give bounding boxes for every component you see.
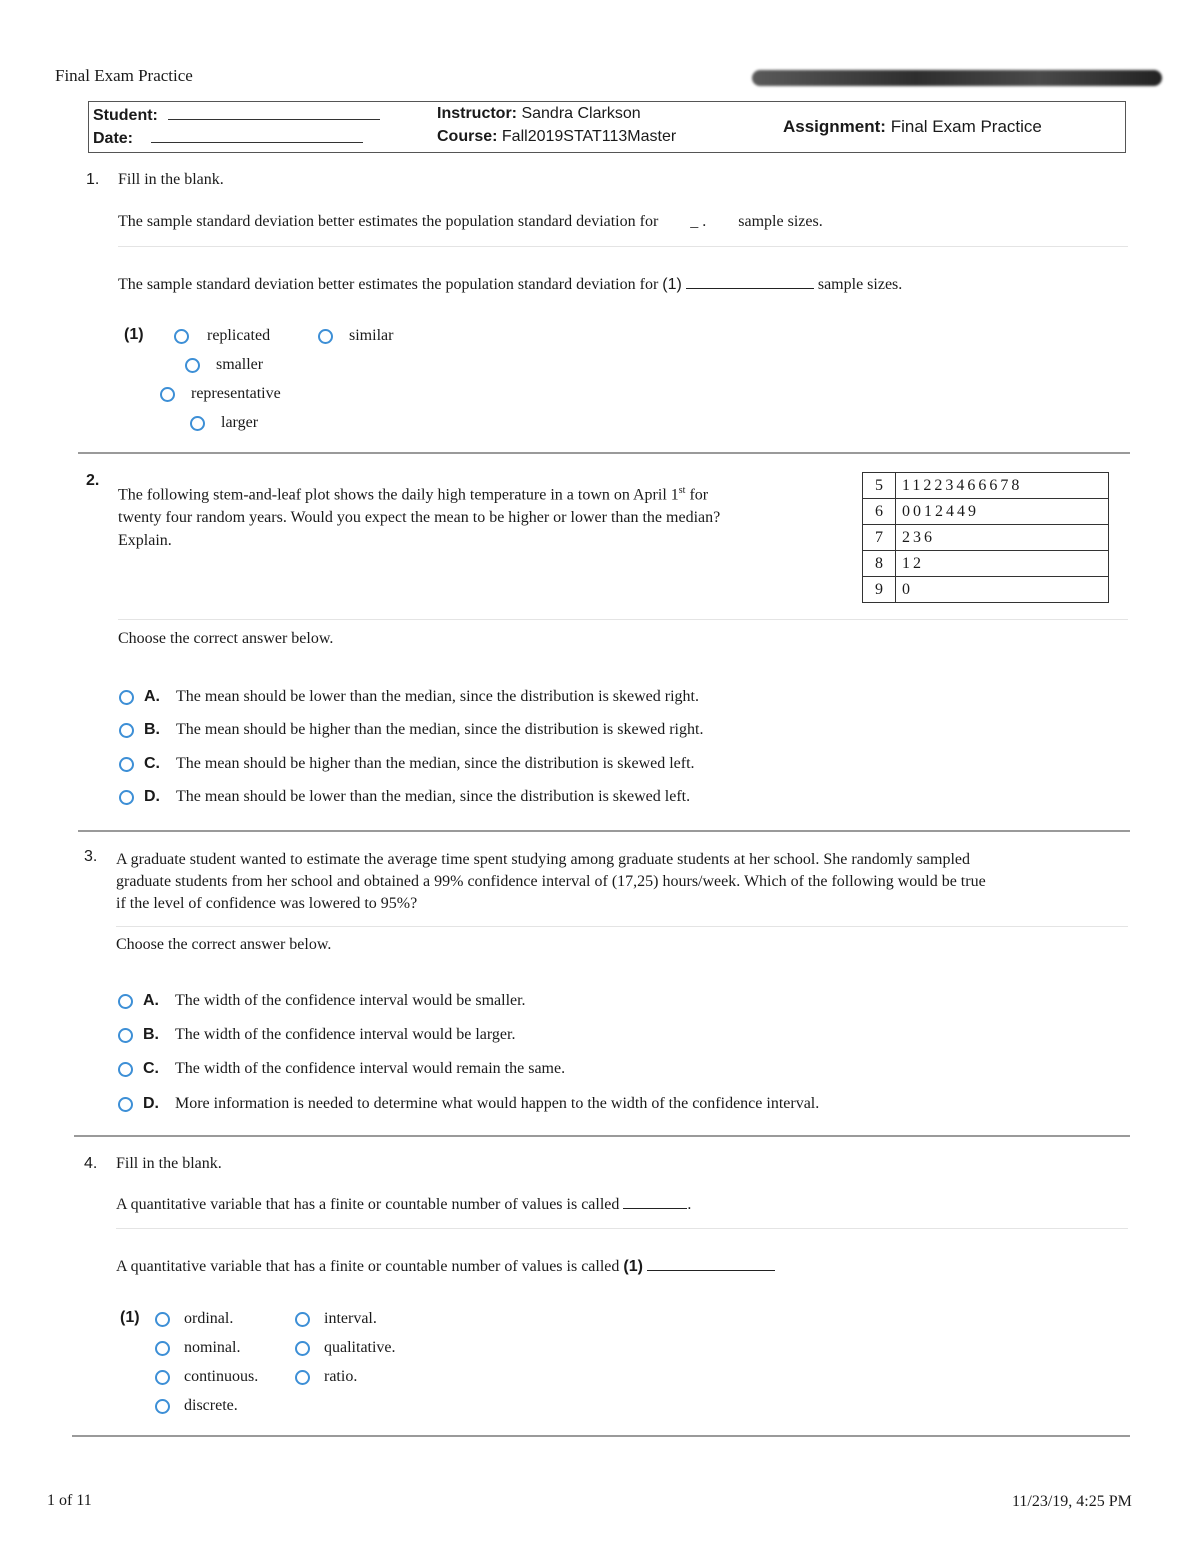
q4-instruction: Fill in the blank.	[116, 1155, 222, 1172]
q1-prompt-post: sample sizes.	[738, 213, 823, 230]
q1-blank-label: (1)	[662, 276, 682, 293]
q4-choice-text: discrete.	[184, 1397, 238, 1414]
radio-icon[interactable]	[119, 723, 134, 738]
q1-choices-label: (1)	[124, 326, 144, 343]
radio-icon[interactable]	[155, 1370, 170, 1385]
option-text: The mean should be lower than the median, since the distribution is skewed left.	[176, 788, 691, 805]
q1-prompt-blank: _ .	[690, 213, 707, 230]
q2-question-text	[118, 479, 838, 552]
q1-separator	[78, 452, 1130, 454]
student-label: Student:	[93, 107, 158, 124]
q2-line1-sup: st	[678, 485, 686, 496]
q4-separator	[72, 1435, 1130, 1437]
q2-line1-post: for	[685, 486, 709, 504]
radio-icon[interactable]	[118, 1062, 133, 1077]
q1-stem	[118, 276, 902, 294]
stem-value: 5	[863, 473, 896, 499]
print-timestamp: 11/23/19, 4:25 PM	[1012, 1493, 1132, 1510]
q3-divider-light	[116, 926, 1128, 927]
radio-icon[interactable]	[318, 329, 333, 344]
assignment-header-box	[88, 101, 1126, 153]
q3-option-a[interactable]	[118, 992, 526, 1010]
q1-choice-text: similar	[349, 327, 394, 344]
q4-choice-text: nominal.	[184, 1339, 241, 1356]
option-letter: D.	[143, 1095, 159, 1112]
q4-choice-qualitative[interactable]	[295, 1339, 396, 1357]
q1-choice-representative[interactable]	[160, 385, 281, 403]
q4-prompt-post: .	[687, 1196, 692, 1213]
q3-line3: if the level of confidence was lowered to 95%?	[116, 895, 418, 912]
option-letter: C.	[144, 755, 160, 772]
q1-stem-pre: The sample standard deviation better estimates the population standard deviation for	[118, 276, 659, 293]
q4-stem	[116, 1258, 775, 1276]
q1-prompt-pre: The sample standard deviation better estimates the population standard deviation for	[118, 213, 659, 230]
radio-icon[interactable]	[160, 387, 175, 402]
stem-leaf-plot	[862, 472, 1109, 603]
q4-prompt-pre: A quantitative variable that has a finite or countable number of values is called	[116, 1196, 620, 1213]
q1-choice-text: larger	[221, 414, 259, 431]
stem-leaf-row	[863, 473, 1109, 499]
q3-question-text	[116, 849, 986, 915]
stem-value: 8	[863, 551, 896, 577]
radio-icon[interactable]	[118, 1097, 133, 1112]
radio-icon[interactable]	[185, 358, 200, 373]
q2-option-c[interactable]	[119, 755, 695, 773]
option-text: The mean should be higher than the median, since the distribution is skewed right.	[176, 721, 704, 738]
q4-stem-pre: A quantitative variable that has a finite or countable number of values is called	[116, 1258, 620, 1275]
date-label: Date:	[93, 130, 134, 147]
q1-stem-post: sample sizes.	[817, 276, 903, 293]
q1-divider-light	[118, 246, 1128, 247]
option-text: The width of the confidence interval would remain the same.	[175, 1060, 566, 1077]
stem-value: 9	[863, 577, 896, 603]
q2-divider-light	[118, 619, 1128, 620]
stem-value: 6	[863, 499, 896, 525]
radio-icon[interactable]	[190, 416, 205, 431]
date-blank	[151, 128, 363, 143]
q3-number: 3.	[84, 848, 98, 865]
q2-line1-pre: The following stem-and-leaf plot shows the daily high temperature in a town on April 1	[118, 486, 679, 504]
course-value: Fall2019STAT113Master	[501, 128, 677, 145]
q4-choice-text: qualitative.	[324, 1339, 396, 1356]
radio-icon[interactable]	[295, 1312, 310, 1327]
page-number: 1 of 11	[47, 1492, 92, 1509]
q2-line3: Explain.	[118, 532, 172, 550]
q4-choice-ratio[interactable]	[295, 1368, 357, 1386]
course-label: Course:	[437, 128, 498, 145]
q2-option-b[interactable]	[119, 721, 703, 739]
q2-line2: twenty four random years. Would you expect the mean to be higher or lower than the median?	[118, 509, 721, 527]
assignment-field	[783, 117, 1042, 137]
stem-leaf-row	[863, 551, 1109, 577]
q4-choice-interval[interactable]	[295, 1310, 377, 1328]
q1-choice-similar[interactable]	[318, 327, 393, 345]
radio-icon[interactable]	[155, 1341, 170, 1356]
q4-choice-discrete[interactable]	[155, 1397, 238, 1415]
instructor-label: Instructor:	[437, 105, 517, 122]
option-letter: C.	[143, 1060, 159, 1077]
course-field	[437, 128, 676, 146]
q4-prompt-blank	[623, 1196, 687, 1209]
option-text: The width of the confidence interval would be larger.	[175, 1026, 516, 1043]
assignment-label: Assignment:	[783, 117, 886, 136]
radio-icon[interactable]	[118, 1028, 133, 1043]
option-text: More information is needed to determine what would happen to the width of the confidence interval.	[175, 1095, 820, 1112]
q1-choice-text: smaller	[216, 356, 264, 373]
q2-option-a[interactable]	[119, 688, 699, 706]
q3-choose-text: Choose the correct answer below.	[116, 936, 332, 953]
radio-icon[interactable]	[174, 329, 189, 344]
q2-number: 2.	[86, 472, 100, 489]
leaf-values: 0	[896, 577, 1109, 603]
q2-option-d[interactable]	[119, 788, 690, 806]
option-letter: A.	[144, 688, 160, 705]
stem-value: 7	[863, 525, 896, 551]
q4-choice-text: ratio.	[324, 1368, 358, 1385]
q1-choice-text: replicated	[207, 327, 271, 344]
q4-answer-blank	[647, 1258, 775, 1271]
leaf-values: 236	[896, 525, 1109, 551]
option-text: The mean should be higher than the median, since the distribution is skewed left.	[176, 755, 695, 772]
option-letter: A.	[143, 992, 159, 1009]
q4-choice-continuous[interactable]	[155, 1368, 258, 1386]
stem-leaf-row	[863, 499, 1109, 525]
option-text: The mean should be lower than the median, since the distribution is skewed right.	[176, 688, 699, 705]
radio-icon[interactable]	[155, 1399, 170, 1414]
q1-prompt	[118, 213, 823, 231]
q1-choice-text: representative	[191, 385, 281, 402]
q3-option-c[interactable]	[118, 1060, 565, 1078]
q1-answer-blank	[686, 276, 814, 289]
q1-choice-smaller[interactable]	[185, 356, 263, 374]
q4-divider-light	[116, 1228, 1128, 1229]
q3-line1: A graduate student wanted to estimate the average time spent studying among graduate students at her school. She randomly sampled	[116, 851, 970, 868]
radio-icon[interactable]	[295, 1370, 310, 1385]
q3-option-d[interactable]	[118, 1095, 819, 1113]
q4-choice-text: continuous.	[184, 1368, 259, 1385]
q4-choice-ordinal[interactable]	[155, 1310, 233, 1328]
option-text: The width of the confidence interval would be smaller.	[175, 992, 526, 1009]
option-letter: B.	[143, 1026, 159, 1043]
q4-prompt	[116, 1196, 691, 1214]
q4-choice-nominal[interactable]	[155, 1339, 240, 1357]
instructor-value: Sandra Clarkson	[521, 105, 641, 122]
q4-choices-label: (1)	[120, 1309, 140, 1326]
option-letter: D.	[144, 788, 160, 805]
q4-number: 4.	[84, 1155, 98, 1172]
print-url	[752, 70, 1162, 86]
radio-icon[interactable]	[295, 1341, 310, 1356]
q3-line2: graduate students from her school and obtained a 99% confidence interval of (17,25) hours/week. Which of the following would be true	[116, 873, 986, 890]
q1-number: 1.	[86, 171, 100, 188]
q1-choice-replicated[interactable]	[174, 327, 270, 345]
q4-choice-text: ordinal.	[184, 1310, 234, 1327]
stem-leaf-row	[863, 525, 1109, 551]
radio-icon[interactable]	[119, 690, 134, 705]
leaf-values: 11223466678	[896, 473, 1109, 499]
q2-choose-text: Choose the correct answer below.	[118, 630, 334, 647]
option-letter: B.	[144, 721, 160, 738]
q1-instruction: Fill in the blank.	[118, 171, 224, 188]
q3-separator	[74, 1135, 1130, 1137]
radio-icon[interactable]	[119, 757, 134, 772]
radio-icon[interactable]	[155, 1312, 170, 1327]
instructor-field	[437, 105, 641, 123]
q4-blank-label: (1)	[623, 1258, 643, 1275]
student-blank	[168, 105, 380, 120]
q3-option-b[interactable]	[118, 1026, 515, 1044]
q1-choice-larger[interactable]	[190, 414, 258, 432]
radio-icon[interactable]	[119, 790, 134, 805]
assignment-value: Final Exam Practice	[890, 117, 1042, 136]
leaf-values: 0012449	[896, 499, 1109, 525]
leaf-values: 12	[896, 551, 1109, 577]
stem-leaf-row	[863, 577, 1109, 603]
radio-icon[interactable]	[118, 994, 133, 1009]
date-field	[93, 128, 363, 148]
q4-choice-text: interval.	[324, 1310, 377, 1327]
q2-separator	[78, 830, 1130, 832]
document-title: Final Exam Practice	[55, 66, 193, 85]
student-field	[93, 105, 380, 125]
